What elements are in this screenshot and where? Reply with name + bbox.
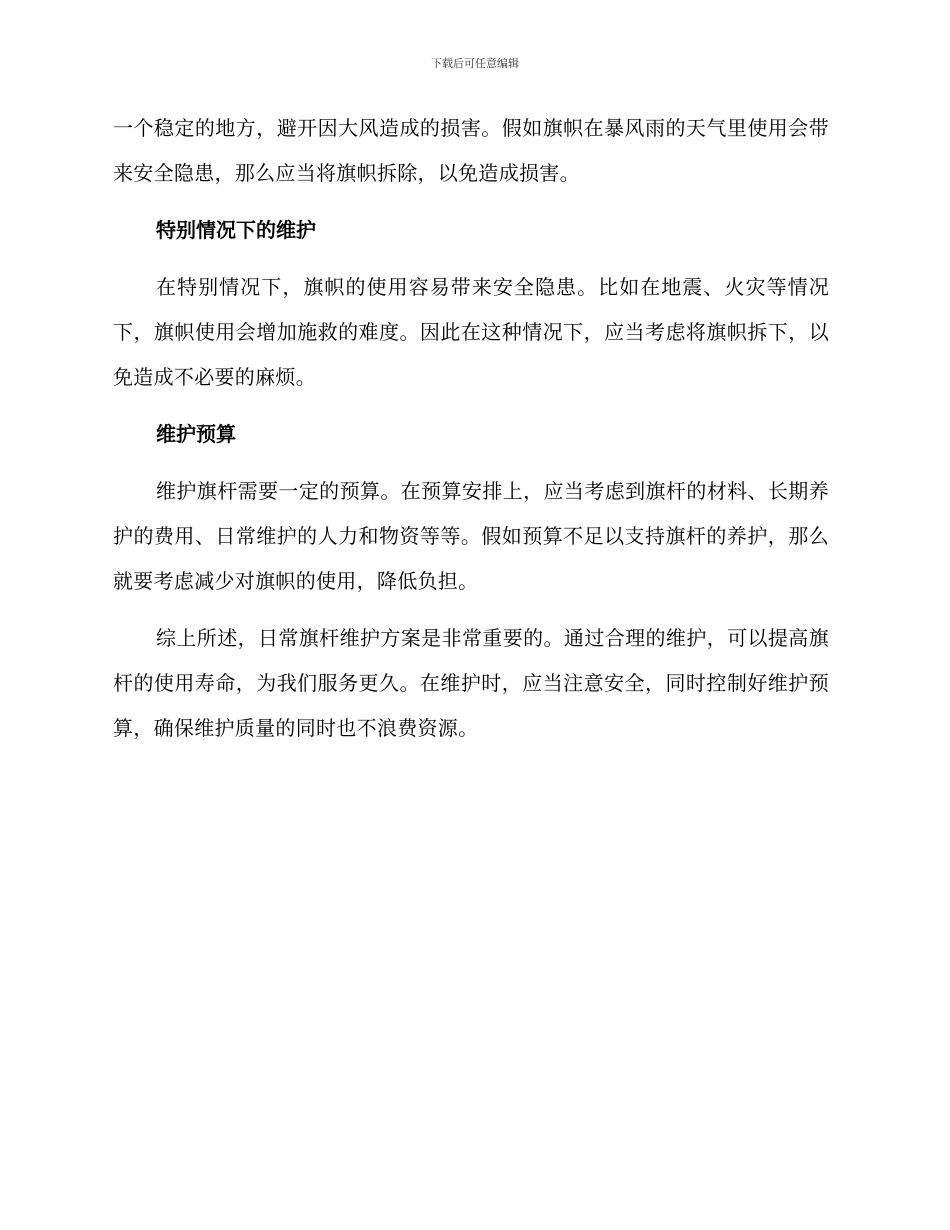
header-note: 下载后可任意编辑 bbox=[431, 57, 519, 70]
paragraph-special-maintenance: 在特别情况下，旗帜的使用容易带来安全隐患。比如在地震、火灾等情况下，旗帜使用会增加施救的难度。因此在这种情况下，应当考虑将旗帜拆下，以免造成不必要的麻烦。 bbox=[113, 275, 829, 389]
section-heading-budget: 维护预算 bbox=[156, 422, 236, 446]
section-heading-special-maintenance: 特别情况下的维护 bbox=[156, 218, 316, 242]
paragraph-budget: 维护旗杆需要一定的预算。在预算安排上，应当考虑到旗杆的材料、长期养护的费用、日常维护的人力和物资等等。假如预算不足以支持旗杆的养护，那么就要考虑减少对旗帜的使用，降低负担。 bbox=[113, 479, 829, 593]
document-body bbox=[113, 106, 829, 763]
paragraph-continuation: 一个稳定的地方，避开因大风造成的损害。假如旗帜在暴风雨的天气里使用会带来安全隐患，那么应当将旗帜拆除，以免造成损害。 bbox=[113, 116, 829, 185]
paragraph-conclusion: 综上所述，日常旗杆维护方案是非常重要的。通过合理的维护，可以提高旗杆的使用寿命，为我们服务更久。在维护时，应当注意安全，同时控制好维护预算，确保维护质量的同时也不浪费资源。 bbox=[113, 626, 829, 740]
